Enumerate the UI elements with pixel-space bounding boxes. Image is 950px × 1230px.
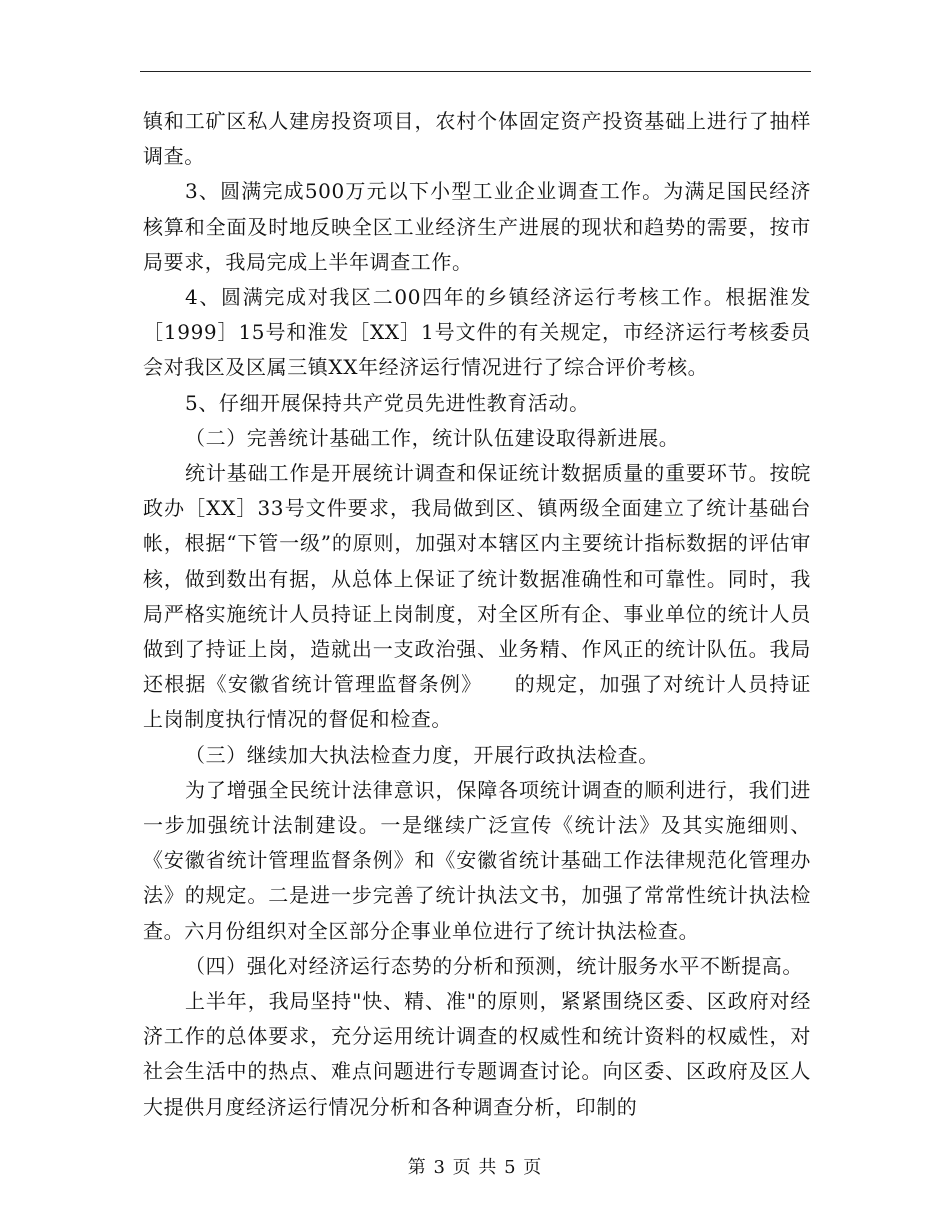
- paragraph-analysis: 上半年，我局坚持"快、精、准"的原则，紧紧围绕区委、区政府对经济工作的总体要求，充分运用统计调查的权威性和统计资料的权威性，对社会生活中的热点、难点问题进行专题调查讨论。向区委、区政府及区人大提供月度经济运行情况分析和各种调查分析，印制的: [143, 989, 811, 1119]
- section-heading-4: （四）强化对经济运行态势的分析和预测，统计服务水平不断提高。: [185, 953, 803, 978]
- paragraph-item-3: 3、圆满完成500万元以下小型工业企业调查工作。为满足国民经济核算和全面及时地反映全区工业经济生产进展的现状和趋势的需要，按市局要求，我局完成上半年调查工作。: [143, 179, 811, 274]
- paragraph-law-enforcement: 为了增强全民统计法律意识，保障各项统计调查的顺利进行，我们进一步加强统计法制建设。一是继续广泛宣传《统计法》及其实施细则、《安徽省统计管理监督条例》和《安徽省统计基础工作法律规范化管理办法》的规定。二是进一步完善了统计执法文书，加强了常常性统计执法检查。六月份组织对全区部分企事业单位进行了统计执法检查。: [143, 777, 811, 943]
- paragraph-item-5: 5、仔细开展保持共产党员先进性教育活动。: [185, 390, 590, 415]
- header-rule: [140, 71, 811, 72]
- section-heading-3: （三）继续加大执法检查力度，开展行政执法检查。: [185, 742, 659, 767]
- paragraph-statistics-foundation: 统计基础工作是开展统计调查和保证统计数据质量的重要环节。按皖政办［XX］33号文件要求，我局做到区、镇两级全面建立了统计基础台帐，根据“下管一级”的原则，加强对本辖区内主要统计指标数据的评估审核，做到数出有据，从总体上保证了统计数据准确性和可靠性。同时，我局严格实施统计人员持证上岗制度，对全区所有企、事业单位的统计人员做到了持证上岗，造就出一支政治强、业务精、作风正的统计队伍。我局还根据《安徽省统计管理监督条例》 的规定，加强了对统计人员持证上岗制度执行情况的督促和检查。: [143, 461, 811, 732]
- document-body: [143, 104, 811, 1125]
- paragraph-continuation: 镇和工矿区私人建房投资项目，农村个体固定资产投资基础上进行了抽样调查。: [143, 109, 811, 169]
- section-heading-2: （二）完善统计基础工作，统计队伍建设取得新进展。: [185, 425, 680, 450]
- page-number-footer: 第 3 页 共 5 页: [407, 1157, 543, 1178]
- paragraph-item-4: 4、圆满完成对我区二00四年的乡镇经济运行考核工作。根据淮发［1999］15号和淮发［XX］1号文件的有关规定，市经济运行考核委员会对我区及区属三镇XX年经济运行情况进行了综合评价考核。: [143, 285, 811, 380]
